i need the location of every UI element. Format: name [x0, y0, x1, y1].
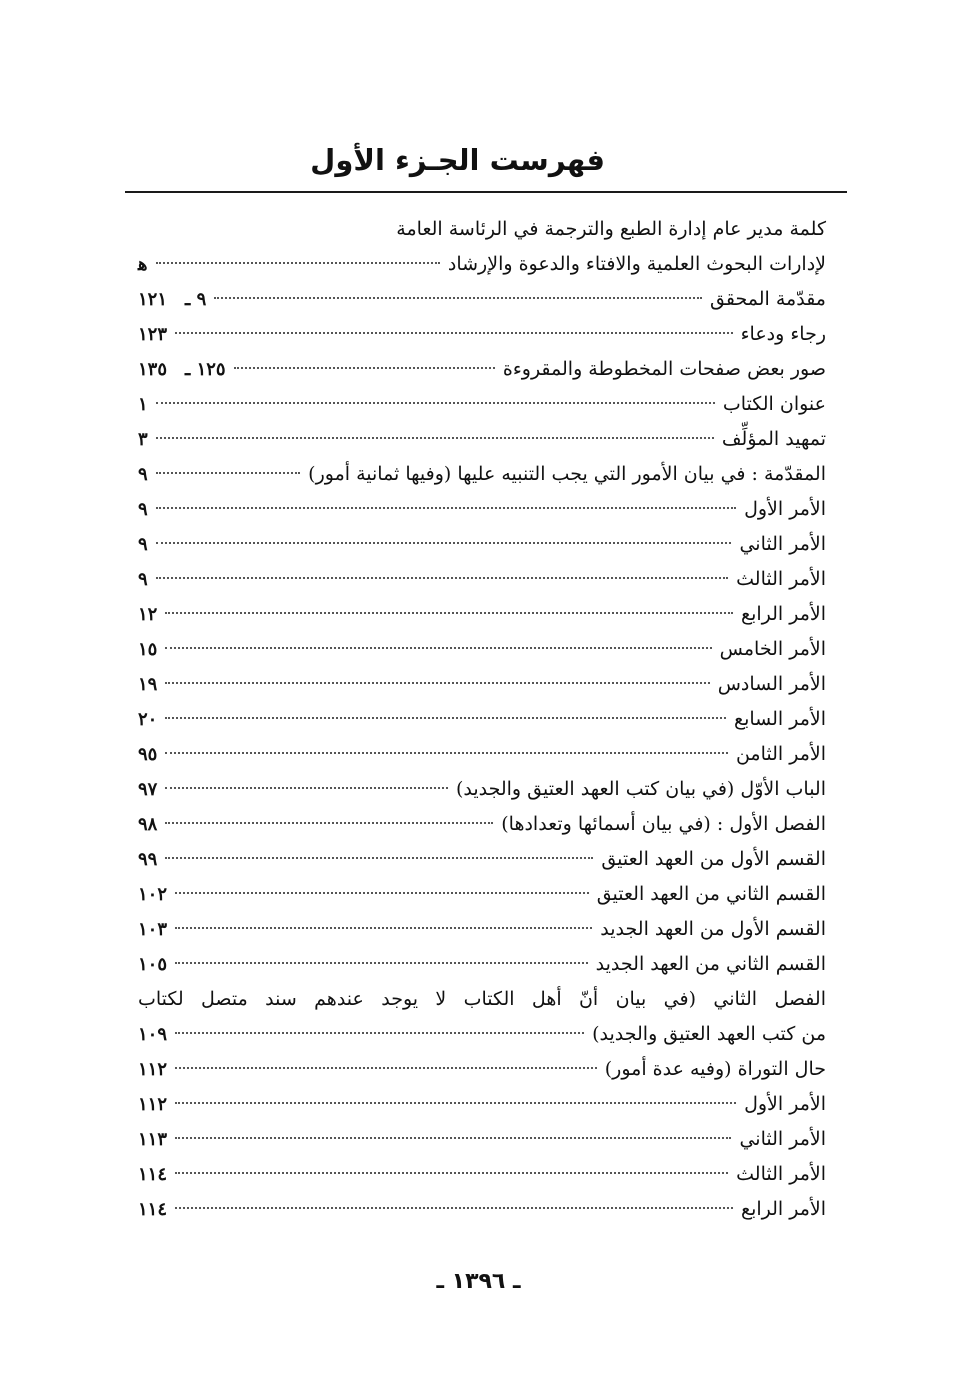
- toc-entry-title: الباب الأوّل (في بيان كتب العهد العتيق والجديد): [455, 778, 826, 800]
- toc-entry-title: الأمر الثامن: [735, 743, 826, 765]
- toc-entry-page: ١٥: [138, 639, 158, 660]
- toc-entry-page: ١٣٥: [138, 359, 168, 380]
- toc-entry[interactable]: [138, 1122, 826, 1157]
- toc-entry[interactable]: [138, 597, 826, 632]
- toc-entry-title: الفصل الثاني (في بيان أنّ أهل الكتاب لا يوجد عندهم سند متصل لكتاب: [138, 988, 826, 1010]
- toc-entry-title: صور بعض صفحات المخطوطة والمقروءة: [502, 358, 826, 380]
- toc-entry-title: كلمة مدير عام إدارة الطبع والترجمة في الرئاسة العامة: [396, 218, 826, 240]
- page-title: فهرست الجـزء الأول: [310, 143, 605, 177]
- toc-entry-title: الأمر الخامس: [719, 638, 826, 660]
- toc-entry-title: القسم الأول من العهد الجديد: [600, 918, 826, 940]
- dot-leader: [175, 927, 592, 929]
- toc-entry-page: ١٢: [138, 604, 158, 625]
- toc-entry-title: الأمر الثاني: [739, 1128, 826, 1150]
- toc-entry-title: لإدارات البحوث العلمية والافتاء والدعوة والإرشاد: [447, 253, 826, 275]
- page-number: ـ ١٣٩٦ ـ: [436, 1269, 521, 1294]
- toc-entry[interactable]: [138, 422, 826, 457]
- toc-entry-title: الفصل الأول : (في بيان أسمائها وتعدادها): [501, 813, 826, 835]
- dot-leader: [175, 892, 589, 894]
- dot-leader: [175, 1102, 736, 1104]
- toc-entry-page: ١١٣: [138, 1129, 168, 1150]
- dot-leader: [175, 1032, 584, 1034]
- dot-leader: [156, 577, 728, 579]
- toc-entry-page: ٩٧: [138, 779, 158, 800]
- toc-entry[interactable]: [138, 562, 826, 597]
- toc-entry-page: ١٠٢: [138, 884, 168, 905]
- dot-leader: [175, 1067, 597, 1069]
- toc-entry[interactable]: [138, 772, 826, 807]
- dot-leader: [165, 857, 593, 859]
- toc-entry-page: ١٠٥: [138, 954, 168, 975]
- toc-entry-title: تمهيد المؤلِّف: [721, 428, 826, 450]
- toc-entry-page: ١٠٣: [138, 919, 168, 940]
- toc-entry-page: ١١٤: [138, 1199, 168, 1220]
- dot-leader: [175, 332, 733, 334]
- toc-entry[interactable]: [138, 667, 826, 702]
- toc-entry[interactable]: [138, 912, 826, 947]
- toc-entry[interactable]: [138, 247, 826, 282]
- toc-entry-page: ١٢١: [138, 289, 168, 310]
- table-of-contents: [138, 212, 826, 1227]
- toc-entry-title: المقدّمة : في بيان الأمور التي يجب التنبيه عليها (وفيها ثمانية أمور): [308, 463, 826, 485]
- toc-entry[interactable]: [138, 842, 826, 877]
- toc-entry[interactable]: [138, 702, 826, 737]
- toc-entry-title: من كتب العهد العتيق والجديد): [592, 1023, 826, 1045]
- dot-leader: [156, 472, 301, 474]
- toc-entry-page: ١١٤: [138, 1164, 168, 1185]
- toc-entry[interactable]: [138, 982, 826, 1017]
- toc-entry-title: القسم الثاني من العهد العتيق: [596, 883, 826, 905]
- dot-leader: [165, 612, 733, 614]
- toc-entry-page: ﻫ: [138, 254, 148, 275]
- toc-entry-title: مقدّمة المحقق: [710, 288, 826, 310]
- toc-entry-title: الأمر السادس: [717, 673, 826, 695]
- toc-entry-title: حال التوراة (وفيه عدة أمور): [604, 1058, 826, 1080]
- toc-entry-page: ٩: [138, 499, 148, 520]
- dot-leader: [175, 1207, 733, 1209]
- toc-entry[interactable]: [138, 1017, 826, 1052]
- toc-entry[interactable]: [138, 877, 826, 912]
- dot-leader: [156, 507, 736, 509]
- toc-entry[interactable]: [138, 282, 826, 317]
- toc-entry[interactable]: [138, 527, 826, 562]
- dot-leader: [156, 437, 714, 439]
- toc-entry-page: ٢٠: [138, 709, 158, 730]
- toc-entry-page: ١٩: [138, 674, 158, 695]
- toc-entry[interactable]: [138, 632, 826, 667]
- toc-entry-page: ١: [138, 394, 148, 415]
- dot-leader: [165, 787, 448, 789]
- toc-entry-page-range-start: ١٢٥ ـ: [185, 359, 226, 380]
- toc-entry-title: القسم الأول من العهد العتيق: [601, 848, 826, 870]
- toc-entry[interactable]: [138, 1157, 826, 1192]
- toc-entry-title: القسم الثاني من العهد الجديد: [595, 953, 826, 975]
- toc-entry-page: ٩٨: [138, 814, 158, 835]
- dot-leader: [156, 262, 440, 264]
- dot-leader: [165, 647, 711, 649]
- toc-entry[interactable]: [138, 807, 826, 842]
- toc-entry-title: الأمر الثالث: [736, 1163, 826, 1185]
- dot-leader: [165, 752, 728, 754]
- toc-entry-title: الأمر الأول: [744, 1093, 826, 1115]
- toc-entry-title: الأمر الرابع: [740, 603, 826, 625]
- toc-entry-title: الأمر السابع: [733, 708, 826, 730]
- toc-entry[interactable]: [138, 387, 826, 422]
- toc-entry-page: ٩: [138, 534, 148, 555]
- toc-entry-title: الأمر الرابع: [740, 1198, 826, 1220]
- toc-entry-page: ٩: [138, 464, 148, 485]
- toc-entry[interactable]: [138, 737, 826, 772]
- toc-entry-page: ٩٥: [138, 744, 158, 765]
- toc-entry-title: عنوان الكتاب: [722, 393, 826, 415]
- title-divider: [125, 191, 847, 193]
- toc-entry-title: الأمر الثاني: [739, 533, 826, 555]
- toc-entry[interactable]: [138, 947, 826, 982]
- toc-entry[interactable]: [138, 457, 826, 492]
- toc-entry[interactable]: [138, 1192, 826, 1227]
- toc-entry-page: ١٠٩: [138, 1024, 168, 1045]
- toc-entry-page: ٣: [138, 429, 148, 450]
- toc-entry-page: ٩٩: [138, 849, 158, 870]
- dot-leader: [214, 297, 702, 299]
- dot-leader: [165, 717, 726, 719]
- toc-entry[interactable]: [138, 212, 826, 247]
- dot-leader: [175, 1172, 728, 1174]
- dot-leader: [175, 962, 588, 964]
- dot-leader: [175, 1137, 731, 1139]
- toc-entry[interactable]: [138, 352, 826, 387]
- toc-entry-title: الأمر الثالث: [736, 568, 826, 590]
- toc-entry-page-range-start: ٩ ـ: [185, 289, 207, 310]
- toc-entry-page: ١١٢: [138, 1059, 168, 1080]
- dot-leader: [165, 822, 493, 824]
- toc-entry[interactable]: [138, 317, 826, 352]
- toc-entry-page: ١٢٣: [138, 324, 168, 345]
- toc-entry-page: ٩: [138, 569, 148, 590]
- dot-leader: [165, 682, 709, 684]
- toc-entry[interactable]: [138, 1052, 826, 1087]
- toc-entry-title: الأمر الأول: [744, 498, 826, 520]
- dot-leader: [156, 402, 715, 404]
- toc-entry-page: ١١٢: [138, 1094, 168, 1115]
- toc-entry[interactable]: [138, 1087, 826, 1122]
- dot-leader: [234, 367, 495, 369]
- dot-leader: [156, 542, 732, 544]
- toc-entry-title: رجاء ودعاء: [740, 323, 826, 345]
- toc-entry[interactable]: [138, 492, 826, 527]
